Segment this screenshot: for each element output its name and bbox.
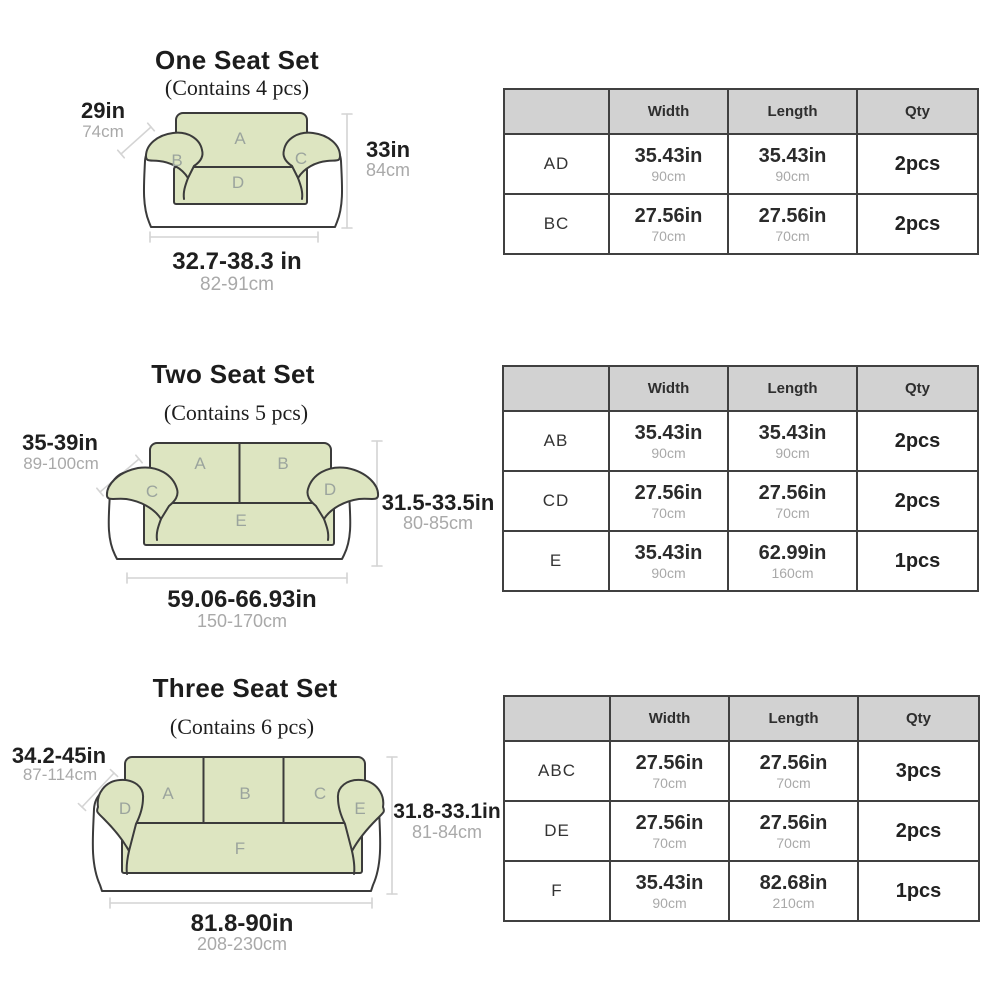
part-letter-d: D: [323, 480, 337, 499]
length-in: 82.68in: [759, 871, 828, 894]
length-in: 35.43in: [758, 144, 827, 167]
height-dim-in: 31.8-33.1in: [393, 800, 501, 823]
cell-width: [610, 741, 729, 801]
part-letter-b: B: [171, 151, 183, 170]
size-table-one-seat: [503, 88, 979, 255]
cell-width: [609, 471, 728, 531]
cell-width: [610, 801, 729, 861]
header-qty: Qty: [858, 696, 979, 741]
length-cm: 70cm: [775, 227, 810, 244]
cell-qty: 1pcs: [857, 531, 978, 591]
part-letter-b: B: [239, 784, 251, 803]
cell-qty: 3pcs: [858, 741, 979, 801]
width-in: 27.56in: [634, 204, 703, 227]
length-in: 27.56in: [759, 811, 828, 834]
cell-width: [610, 861, 729, 921]
width-cm: 90cm: [651, 444, 686, 461]
height-back-dim-cm: 87-114cm: [22, 765, 98, 784]
cell-qty: 2pcs: [857, 411, 978, 471]
width-in: 27.56in: [635, 811, 704, 834]
width-in: 27.56in: [635, 751, 704, 774]
section-subtitle: (Contains 6 pcs): [169, 714, 315, 739]
length-in: 62.99in: [758, 541, 827, 564]
part-letter-b: B: [277, 454, 289, 473]
section-title: One Seat Set: [155, 45, 319, 75]
header-part: [504, 89, 609, 134]
cell-length: [728, 531, 857, 591]
width-dim-cm: 208-230cm: [196, 934, 288, 954]
header-qty: Qty: [857, 366, 978, 411]
width-in: 27.56in: [634, 481, 703, 504]
one-seat-sofa-diagram: [138, 106, 348, 241]
cell-part: F: [504, 861, 610, 921]
header-width: Width: [609, 89, 728, 134]
width-cm: 70cm: [651, 504, 686, 521]
header-length: Length: [728, 89, 857, 134]
cell-length: [728, 411, 857, 471]
height-dim-cm: 80-85cm: [402, 513, 474, 533]
length-in: 27.56in: [759, 751, 828, 774]
table-row: [503, 471, 978, 531]
header-part: [503, 366, 609, 411]
table-header-row: [503, 366, 978, 411]
width-in: 35.43in: [634, 144, 703, 167]
width-dim-cm: 150-170cm: [196, 611, 288, 631]
cell-part: AB: [503, 411, 609, 471]
header-qty: Qty: [857, 89, 978, 134]
section-title: Three Seat Set: [152, 673, 338, 703]
cell-width: [609, 134, 728, 194]
table-row: [503, 411, 978, 471]
table-row: [504, 741, 979, 801]
width-in: 35.43in: [634, 541, 703, 564]
width-dim-in: 59.06-66.93in: [167, 586, 317, 613]
part-letter-c: C: [145, 482, 159, 501]
part-letter-e: E: [235, 511, 247, 530]
part-letter-d: D: [118, 799, 132, 818]
length-cm: 210cm: [772, 894, 815, 911]
cell-length: [729, 801, 858, 861]
three-seat-sofa-diagram: [88, 750, 393, 905]
height-dim-cm: 84cm: [365, 160, 411, 180]
section-subtitle: (Contains 4 pcs): [164, 75, 310, 100]
table-row: [504, 861, 979, 921]
length-in: 35.43in: [758, 421, 827, 444]
cell-part: BC: [504, 194, 609, 254]
cell-width: [609, 194, 728, 254]
size-table-two-seat: [502, 365, 979, 592]
cell-width: [609, 411, 728, 471]
cell-qty: 1pcs: [858, 861, 979, 921]
cell-length: [729, 741, 858, 801]
cell-length: [729, 861, 858, 921]
table-row: [504, 194, 978, 254]
width-dim-in: 32.7-38.3 in: [172, 248, 302, 275]
height-back-dim-cm: 89-100cm: [23, 454, 99, 473]
width-cm: 90cm: [651, 167, 686, 184]
cell-part: AD: [504, 134, 609, 194]
table-row: [504, 801, 979, 861]
width-cm: 70cm: [652, 774, 687, 791]
length-in: 27.56in: [758, 481, 827, 504]
cell-part: CD: [503, 471, 609, 531]
cell-qty: 2pcs: [857, 471, 978, 531]
part-letter-a: A: [194, 454, 206, 473]
table-header-row: [504, 696, 979, 741]
part-letter-f: F: [234, 839, 246, 858]
cell-part: ABC: [504, 741, 610, 801]
height-back-dim-cm: 74cm: [82, 122, 124, 141]
table-row: [504, 134, 978, 194]
width-cm: 90cm: [651, 564, 686, 581]
cell-part: DE: [504, 801, 610, 861]
length-cm: 160cm: [771, 564, 814, 581]
cell-length: [728, 134, 857, 194]
cell-width: [609, 531, 728, 591]
header-width: Width: [610, 696, 729, 741]
height-dim-cm: 81-84cm: [411, 822, 483, 842]
length-in: 27.56in: [758, 204, 827, 227]
length-cm: 70cm: [775, 504, 810, 521]
width-in: 35.43in: [634, 421, 703, 444]
header-length: Length: [728, 366, 857, 411]
height-dim-in: 33in: [365, 137, 411, 162]
cell-qty: 2pcs: [857, 194, 978, 254]
section-title: Two Seat Set: [151, 359, 315, 389]
size-table-three-seat: [503, 695, 980, 922]
cell-qty: 2pcs: [858, 801, 979, 861]
width-dim-cm: 82-91cm: [200, 274, 274, 295]
part-letter-e: E: [354, 799, 366, 818]
part-letter-a: A: [162, 784, 174, 803]
header-width: Width: [609, 366, 728, 411]
part-letter-a: A: [234, 129, 246, 148]
height-back-dim-in: 35-39in: [22, 430, 98, 455]
length-cm: 90cm: [775, 444, 810, 461]
width-in: 35.43in: [635, 871, 704, 894]
cell-qty: 2pcs: [857, 134, 978, 194]
header-length: Length: [729, 696, 858, 741]
section-subtitle: (Contains 5 pcs): [163, 400, 309, 425]
width-cm: 70cm: [651, 227, 686, 244]
height-back-dim-in: 29in: [80, 98, 126, 123]
part-letter-c: C: [313, 784, 327, 803]
cell-length: [728, 194, 857, 254]
two-seat-sofa-diagram: [100, 435, 385, 575]
table-header-row: [504, 89, 978, 134]
length-cm: 70cm: [776, 774, 811, 791]
cell-part: E: [503, 531, 609, 591]
cell-length: [728, 471, 857, 531]
height-back-dim-in: 34.2-45in: [11, 743, 107, 768]
width-dim-in: 81.8-90in: [190, 910, 294, 937]
length-cm: 90cm: [775, 167, 810, 184]
part-letter-c: C: [294, 149, 308, 168]
part-letter-d: D: [231, 173, 245, 192]
table-row: [503, 531, 978, 591]
header-part: [504, 696, 610, 741]
height-dim-in: 31.5-33.5in: [381, 490, 495, 515]
width-cm: 70cm: [652, 834, 687, 851]
length-cm: 70cm: [776, 834, 811, 851]
width-cm: 90cm: [652, 894, 687, 911]
